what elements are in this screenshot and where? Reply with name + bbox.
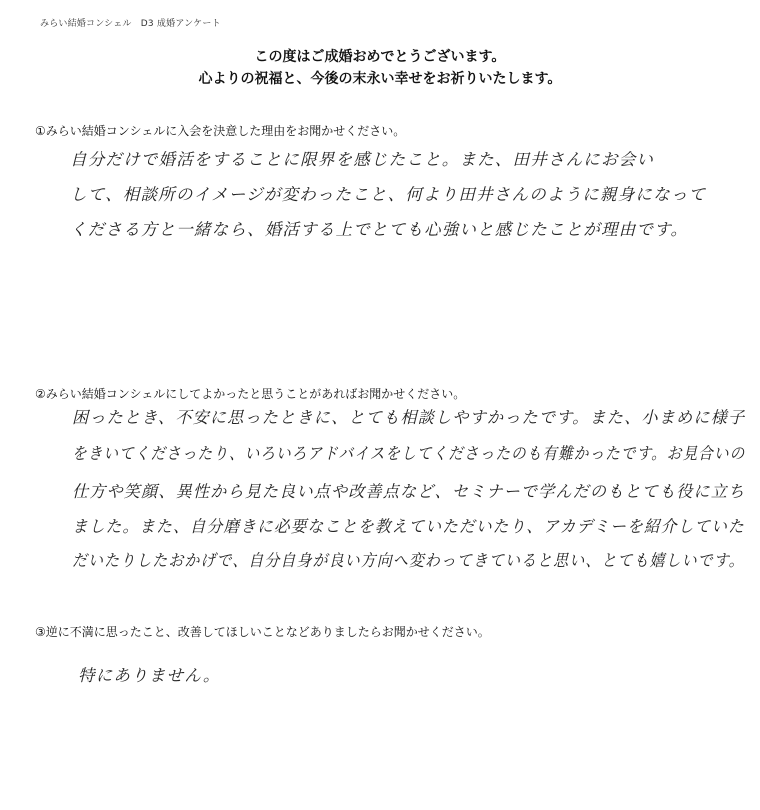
- answer-1-line-1: 自分だけで婚活をすることに限界を感じたこと。また、田井さんにお会い: [70, 150, 655, 169]
- answer-2-line-2: をきいてくださったり、いろいろアドバイスをしてくださったのも有難かったです。お見合いの: [72, 444, 746, 463]
- answer-1-line-2: して、相談所のイメージが変わったこと、何より田井さんのように親身になって: [70, 185, 707, 204]
- answer-1-line-3: くださる方と一緒なら、婚活する上でとても心強いと感じたことが理由です。: [70, 220, 689, 239]
- answer-2-line-1: 困ったとき、不安に思ったときに、とても相談しやすかったです。また、小まめに様子: [72, 408, 746, 427]
- form-header-label: みらい結婚コンシェル D3 成婚アンケート: [40, 19, 221, 29]
- question-1-label: ①みらい結婚コンシェルに入会を決意した理由をお聞かせください。: [35, 124, 406, 138]
- question-3-label: ③逆に不満に思ったこと、改善してほしいことなどありましたらお聞かせください。: [35, 625, 490, 639]
- question-2-label: ②みらい結婚コンシェルにしてよかったと思うことがあればお聞かせください。: [35, 387, 466, 401]
- greeting-line-1: この度はご成婚おめでとうございます。: [254, 49, 506, 65]
- answer-2-line-3: 仕方や笑顔、異性から見た良い点や改善点など、セミナーで学んだのもとても役に立ち: [72, 482, 746, 501]
- answer-3-line-1: 特にありません。: [78, 666, 221, 685]
- greeting-line-2: 心よりの祝福と、今後の末永い幸せをお祈りいたします。: [198, 71, 562, 87]
- answer-2-line-4: ました。また、自分磨きに必要なことを教えていただいたり、アカデミーを紹介していた: [72, 517, 745, 536]
- answer-2-line-5: だいたりしたおかげで、自分自身が良い方向へ変わってきていると思い、とても嬉しいです。: [72, 551, 745, 570]
